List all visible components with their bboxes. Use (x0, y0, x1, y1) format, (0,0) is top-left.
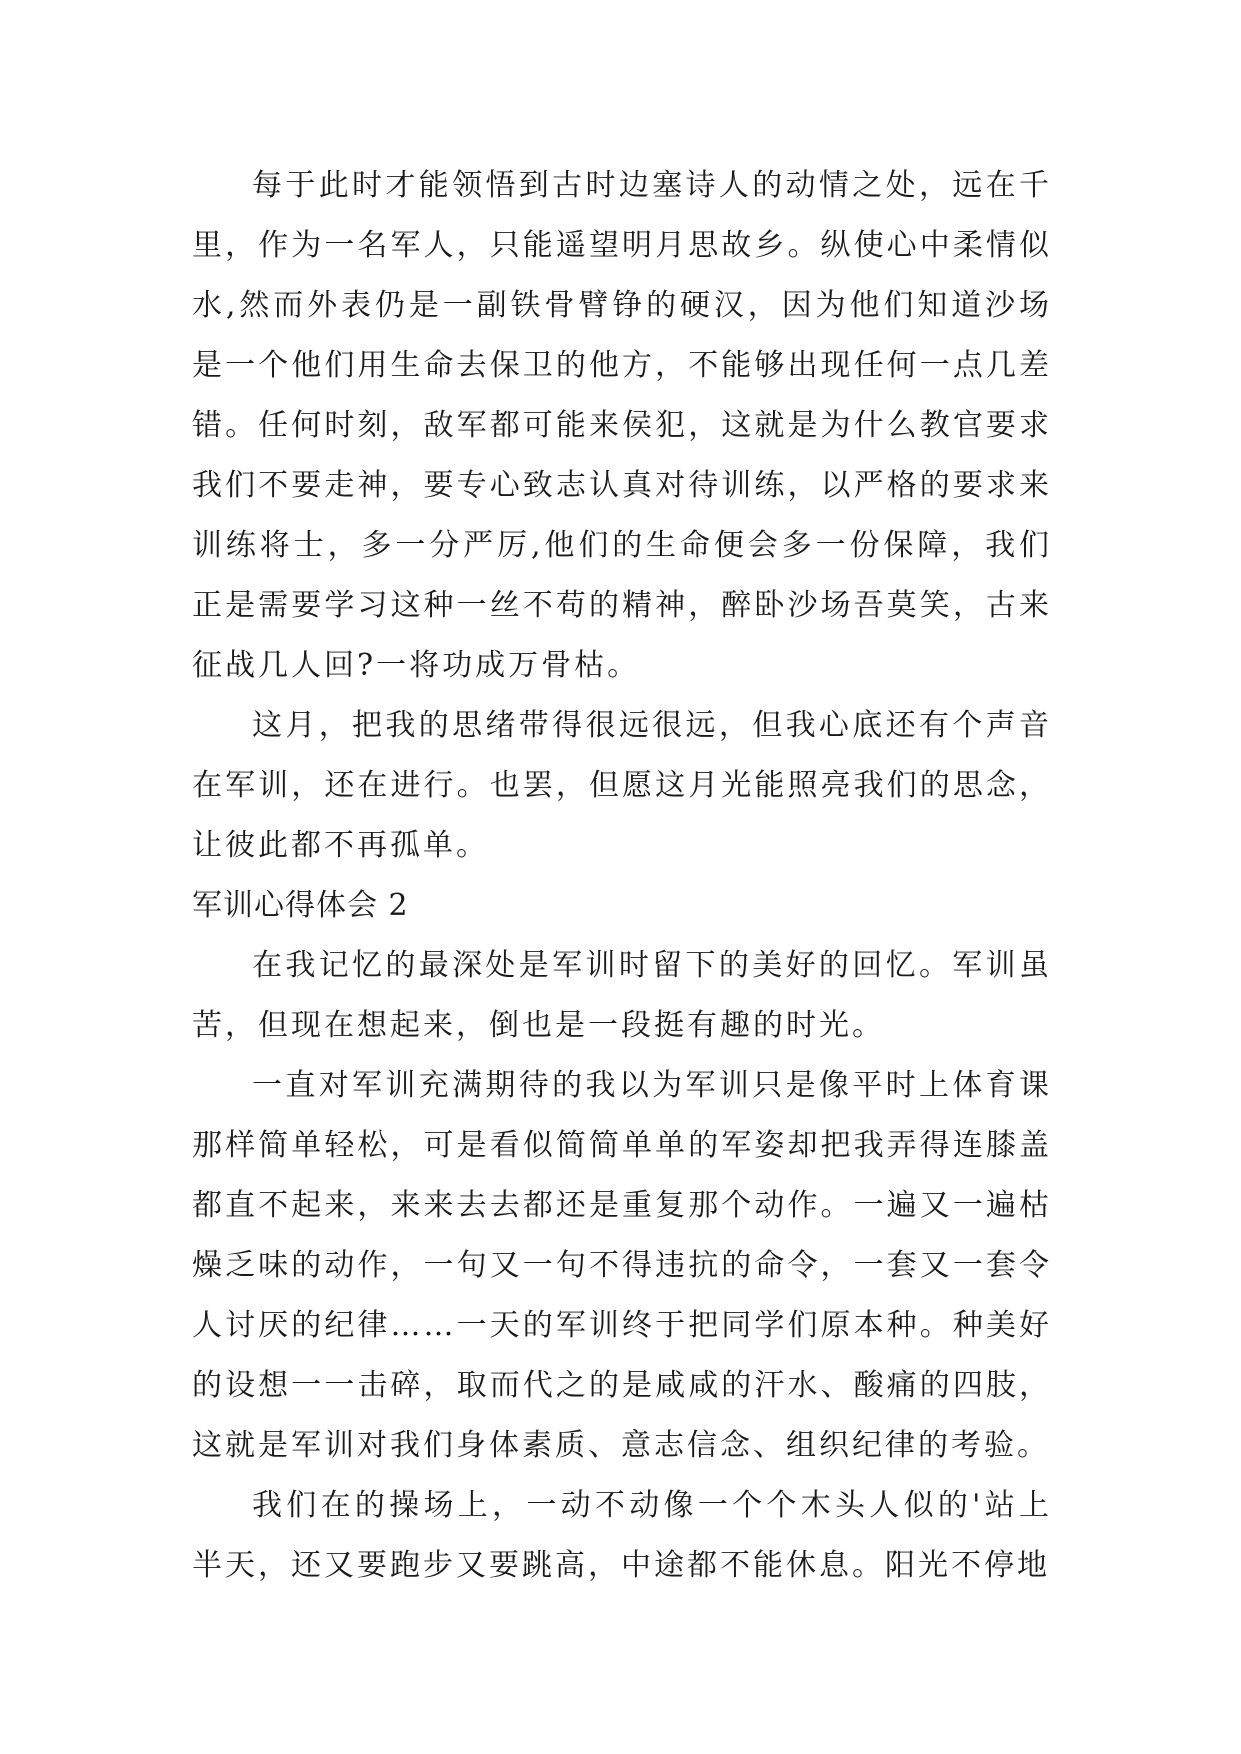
paragraph-2: 这月，把我的思绪带得很远很远，但我心底还有个声音在军训，还在进行。也罢，但愿这月光能照亮我们的思念，让彼此都不再孤单。 (192, 708, 1052, 863)
paragraph-5: 我们在的操场上，一动不动像一个个木头人似的'站上半天，还又要跑步又要跳高，中途都不能休息。阳光不停地 (192, 1488, 1052, 1583)
section-heading: 军训心得体会 2 (192, 888, 409, 923)
paragraph-4: 一直对军训充满期待的我以为军训只是像平时上体育课那样简单轻松，可是看似简简单单的军姿却把我弄得连膝盖都直不起来，来来去去都还是重复那个动作。一遍又一遍枯燥乏味的动作，一句又一句不得违抗的命令，一套又一套令人讨厌的纪律……一天的军训终于把同学们原本种。种美好的设想一一击碎，取而代之的是咸咸的汗水、酸痛的四肢，这就是军训对我们身体素质、意志信念、组织纪律的考验。 (192, 1068, 1052, 1463)
paragraph-1: 每于此时才能领悟到古时边塞诗人的动情之处，远在千里，作为一名军人，只能遥望明月思故乡。纵使心中柔情似水,然而外表仍是一副铁骨臂铮的硬汉，因为他们知道沙场是一个他们用生命去保卫的他方，不能够出现任何一点几差错。任何时刻，敌军都可能来侯犯，这就是为什么教官要求我们不要走神，要专心致志认真对待训练，以严格的要求来训练将士，多一分严厉,他们的生命便会多一份保障，我们正是需要学习这种一丝不苟的精神，醉卧沙场吾莫笑，古来征战几人回?一将功成万骨枯。 (192, 168, 1052, 683)
paragraph-3: 在我记忆的最深处是军训时留下的美好的回忆。军训虽苦，但现在想起来，倒也是一段挺有趣的时光。 (192, 948, 1052, 1043)
document-body (192, 156, 1052, 1596)
